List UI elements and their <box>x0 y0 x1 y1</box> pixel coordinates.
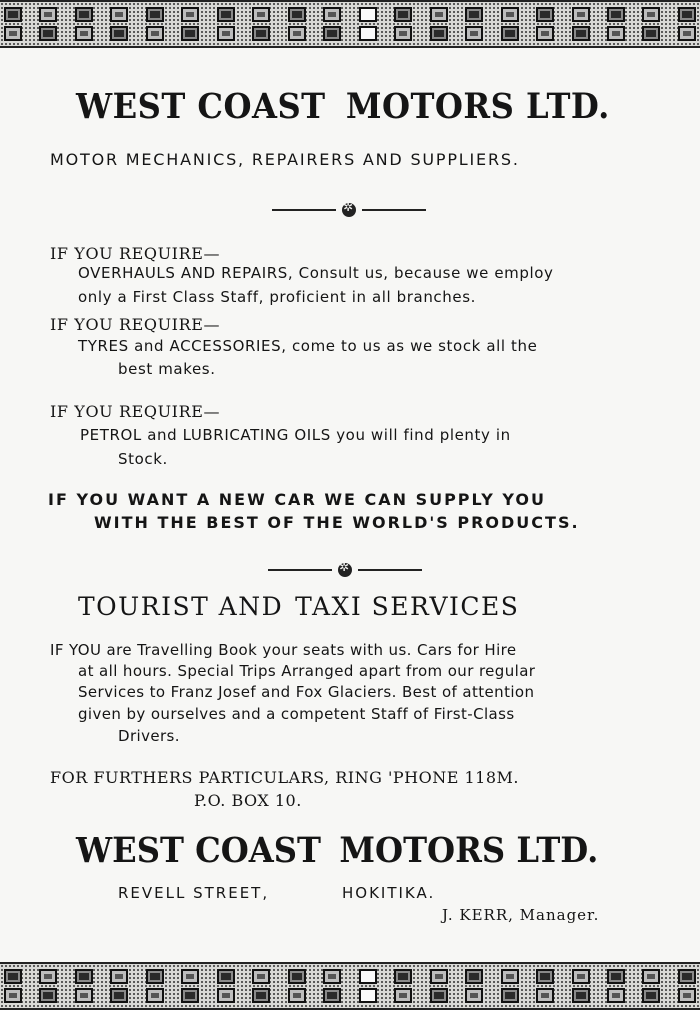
border-tile <box>39 7 57 22</box>
border-tile <box>4 7 22 22</box>
border-tile <box>642 988 660 1003</box>
border-tile <box>430 969 448 984</box>
border-tile <box>323 26 341 41</box>
border-tile <box>642 969 660 984</box>
offer-line: only a First Class Staff, proficient in all branches. <box>78 288 476 306</box>
border-tile <box>146 26 164 41</box>
border-tile <box>146 969 164 984</box>
border-tile <box>430 988 448 1003</box>
border-tile <box>394 988 412 1003</box>
advertisement-body <box>0 44 700 962</box>
border-tile-blank <box>359 969 377 984</box>
border-tile <box>501 7 519 22</box>
border-tile <box>181 26 199 41</box>
footer-company-name <box>76 830 598 871</box>
border-tile <box>110 7 128 22</box>
border-tile <box>394 969 412 984</box>
border-tile-row <box>0 988 700 1003</box>
offer-lead: IF YOU REQUIRE— <box>50 315 221 334</box>
divider-line <box>268 569 332 571</box>
border-tile <box>678 988 696 1003</box>
border-tile-row <box>0 26 700 41</box>
border-tile-blank <box>359 26 377 41</box>
border-tile <box>678 7 696 22</box>
border-tile <box>110 988 128 1003</box>
contact-phone-line: FOR FURTHERS PARTICULARS, RING 'PHONE 118M. <box>50 768 519 787</box>
border-tile <box>39 988 57 1003</box>
offer-line: PETROL and LUBRICATING OILS you will find plenty in <box>80 426 511 444</box>
border-tile <box>75 26 93 41</box>
border-tile <box>181 7 199 22</box>
services-title-part-a: TOURIST AND <box>78 592 284 621</box>
border-tile <box>75 7 93 22</box>
border-tile <box>75 969 93 984</box>
border-tile <box>75 988 93 1003</box>
border-tile <box>4 26 22 41</box>
border-tile <box>501 988 519 1003</box>
border-tile <box>252 7 270 22</box>
services-line: given by ourselves and a competent Staff of First-Class <box>78 705 515 723</box>
border-tile <box>642 26 660 41</box>
border-tile <box>146 7 164 22</box>
border-tile <box>252 26 270 41</box>
border-tile <box>430 26 448 41</box>
footer-street: REVELL STREET, <box>118 884 270 902</box>
border-tile <box>572 26 590 41</box>
border-tile-blank <box>359 988 377 1003</box>
divider-line <box>358 569 422 571</box>
offer-lead: IF YOU REQUIRE— <box>50 402 221 421</box>
services-line: Drivers. <box>118 727 180 745</box>
border-tile <box>4 969 22 984</box>
border-tile <box>536 26 554 41</box>
border-tile <box>536 988 554 1003</box>
border-tile <box>465 969 483 984</box>
border-tile <box>252 969 270 984</box>
border-tile <box>39 26 57 41</box>
company-name-part-a: WEST COAST <box>76 86 326 127</box>
divider-ornament <box>268 560 422 580</box>
border-tile <box>501 969 519 984</box>
border-tile <box>536 7 554 22</box>
new-car-line: IF YOU WANT A NEW CAR WE CAN SUPPLY YOU <box>48 490 546 509</box>
divider-line <box>272 209 336 211</box>
border-tile <box>288 969 306 984</box>
footer-town: HOKITIKA. <box>342 884 436 902</box>
divider-ornament <box>272 200 426 220</box>
services-line: Services to Franz Josef and Fox Glaciers. Best of attention <box>78 683 535 701</box>
offer-line: OVERHAULS AND REPAIRS, Consult us, because we employ <box>78 264 554 282</box>
offer-line: Stock. <box>118 450 168 468</box>
border-tile <box>288 988 306 1003</box>
star-ornament-icon <box>342 203 356 217</box>
border-tile <box>678 26 696 41</box>
border-tile <box>39 969 57 984</box>
border-tile <box>678 969 696 984</box>
border-tile <box>394 7 412 22</box>
border-tile <box>252 988 270 1003</box>
offer-lead: IF YOU REQUIRE— <box>50 244 221 263</box>
border-tile <box>607 988 625 1003</box>
border-tile <box>572 7 590 22</box>
company-name-part-b: MOTORS LTD. <box>345 86 610 127</box>
border-tile <box>4 988 22 1003</box>
border-tile-blank <box>359 7 377 22</box>
border-tile-row <box>0 969 700 984</box>
border-tile <box>394 26 412 41</box>
footer-manager: J. KERR, Manager. <box>442 906 600 924</box>
services-line: IF YOU are Travelling Book your seats with us. Cars for Hire <box>50 641 517 659</box>
border-tile <box>536 969 554 984</box>
border-tile <box>323 7 341 22</box>
star-ornament-icon <box>338 563 352 577</box>
services-line: at all hours. Special Trips Arranged apart from our regular <box>78 662 536 680</box>
border-tile <box>572 969 590 984</box>
border-tile <box>288 26 306 41</box>
border-tile <box>465 26 483 41</box>
company-headline <box>76 86 610 127</box>
services-title <box>78 592 519 621</box>
border-tile <box>110 969 128 984</box>
border-tile <box>430 7 448 22</box>
border-tile <box>181 988 199 1003</box>
border-tile <box>572 988 590 1003</box>
border-tile <box>501 26 519 41</box>
border-tile <box>323 988 341 1003</box>
offer-line: TYRES and ACCESSORIES, come to us as we stock all the <box>78 337 538 355</box>
border-tile <box>217 26 235 41</box>
border-tile <box>217 7 235 22</box>
border-tile <box>642 7 660 22</box>
bottom-decorative-border <box>0 962 700 1010</box>
services-title-part-b: TAXI SERVICES <box>295 592 520 621</box>
border-tile <box>146 988 164 1003</box>
offer-line: best makes. <box>118 360 216 378</box>
footer-company-part-b: MOTORS LTD. <box>339 830 599 871</box>
divider-line <box>362 209 426 211</box>
border-tile <box>110 26 128 41</box>
border-tile <box>181 969 199 984</box>
border-tile <box>288 7 306 22</box>
border-tile <box>323 969 341 984</box>
contact-po-box: P.O. BOX 10. <box>194 791 302 810</box>
border-tile <box>465 988 483 1003</box>
footer-company-part-a: WEST COAST <box>76 830 322 871</box>
border-tile <box>607 26 625 41</box>
top-decorative-border <box>0 0 700 48</box>
border-tile <box>607 7 625 22</box>
border-tile-row <box>0 7 700 22</box>
new-car-line: WITH THE BEST OF THE WORLD'S PRODUCTS. <box>94 513 580 532</box>
border-tile <box>465 7 483 22</box>
border-tile <box>607 969 625 984</box>
company-tagline: MOTOR MECHANICS, REPAIRERS AND SUPPLIERS. <box>50 150 520 169</box>
border-tile <box>217 969 235 984</box>
border-tile <box>217 988 235 1003</box>
